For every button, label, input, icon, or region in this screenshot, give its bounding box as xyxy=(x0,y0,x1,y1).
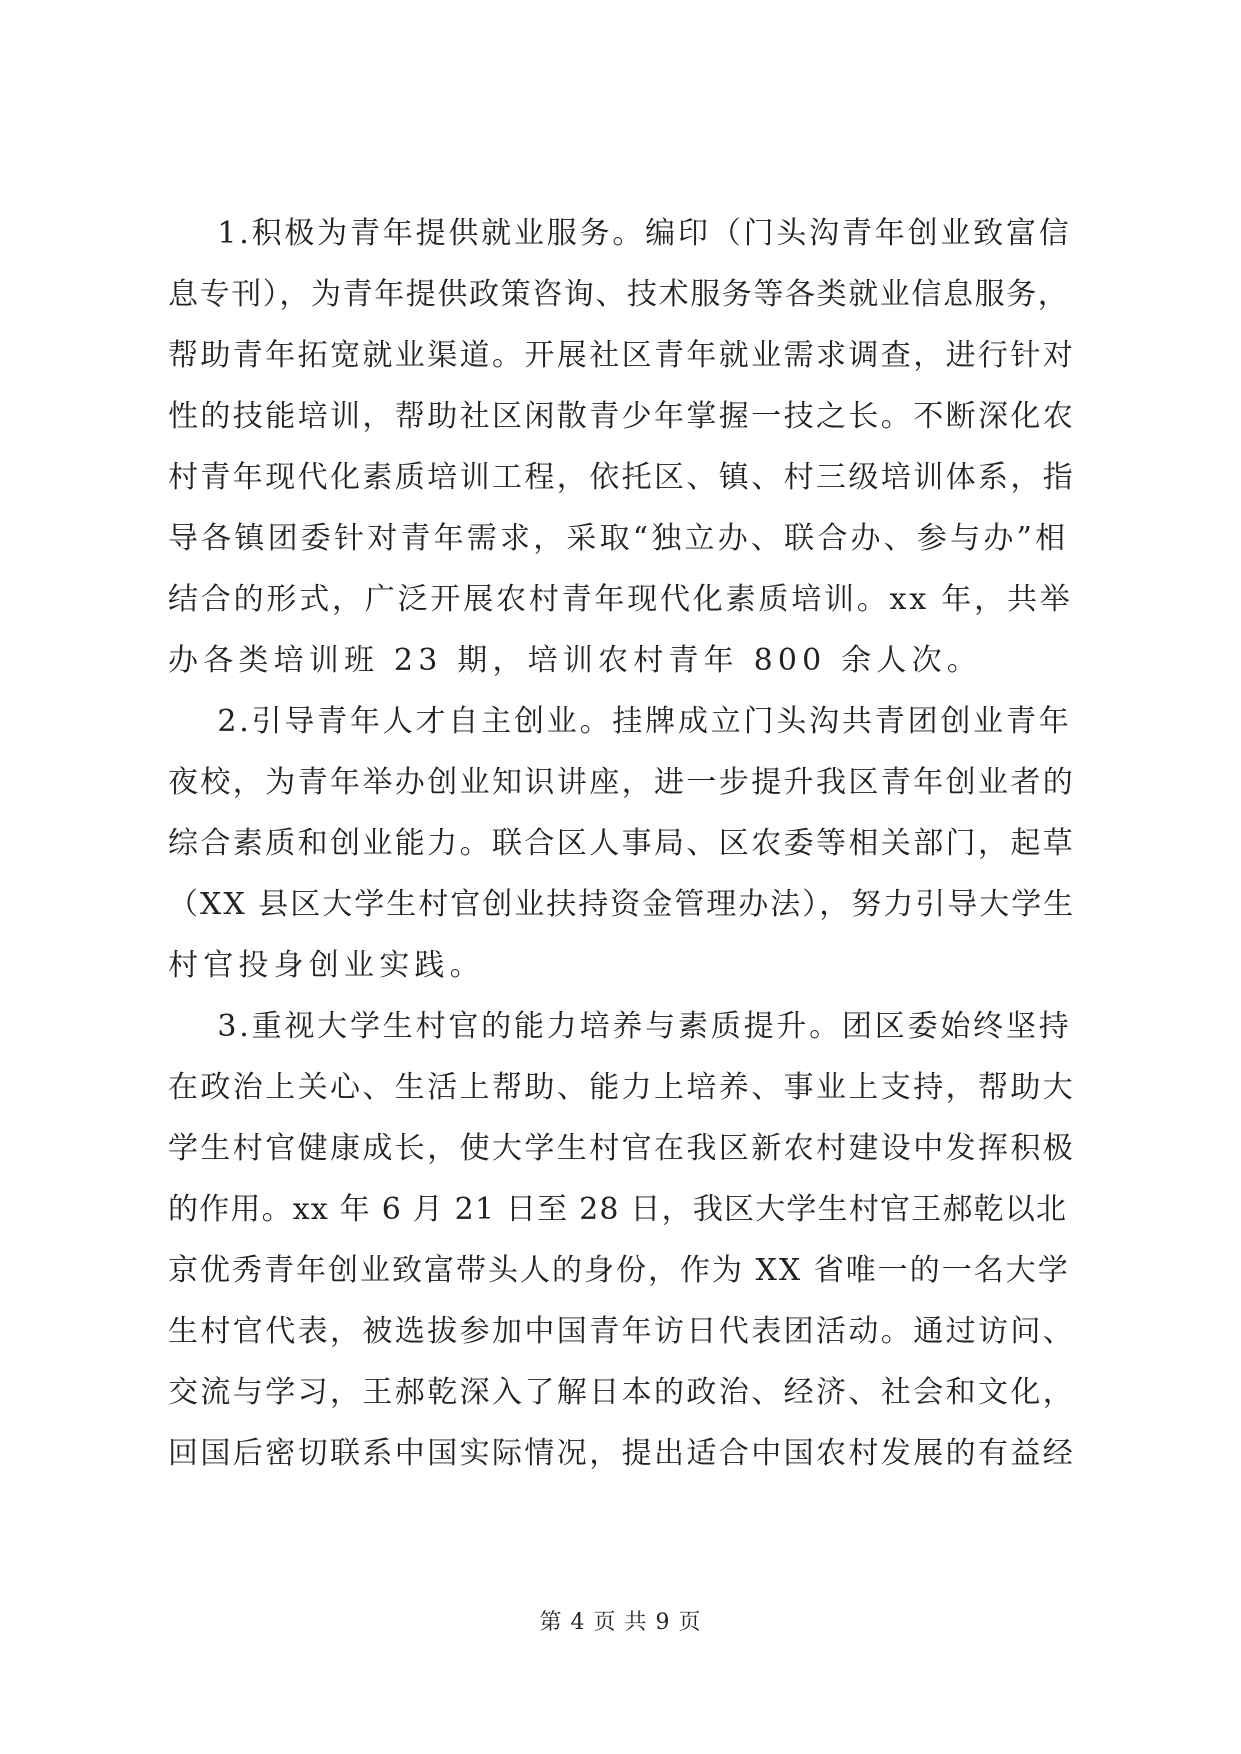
text-line: 导各镇团委针对青年需求，采取“独立办、联合办、参与办”相 xyxy=(168,521,1069,556)
text-line: （XX 县区大学生村官创业扶持资金管理办法），努力引导大学生 xyxy=(168,887,1076,922)
text-line: 2.引导青年人才自主创业。挂牌成立门头沟共青团创业青年 xyxy=(168,704,1072,739)
text-line: 结合的形式，广泛开展农村青年现代化素质培训。xx 年，共举 xyxy=(168,582,1073,617)
text-line: 交流与学习，王郝乾深入了解日本的政治、经济、社会和文化， xyxy=(168,1375,1076,1410)
text-line: 村官投身创业实践。 xyxy=(168,948,485,983)
text-line: 性的技能培训，帮助社区闲散青少年掌握一技之长。不断深化农 xyxy=(168,399,1076,434)
text-line: 在政治上关心、生活上帮助、能力上培养、事业上支持，帮助大 xyxy=(168,1070,1076,1105)
text-line: 1.积极为青年提供就业服务。编印（门头沟青年创业致富信 xyxy=(168,216,1072,251)
text-line: 京优秀青年创业致富带头人的身份，作为 XX 省唯一的一名大学 xyxy=(168,1253,1070,1288)
text-line: 帮助青年拓宽就业渠道。开展社区青年就业需求调查，进行针对 xyxy=(168,338,1076,373)
text-line: 办各类培训班 23 期，培训农村青年 800 余人次。 xyxy=(168,643,982,678)
text-line: 的作用。xx 年 6 月 21 日至 28 日，我区大学生村官王郝乾以北 xyxy=(168,1192,1068,1227)
page-body xyxy=(168,203,1078,1484)
paragraph-1 xyxy=(168,203,1078,691)
text-line: 3.重视大学生村官的能力培养与素质提升。团区委始终坚持 xyxy=(168,1009,1072,1044)
paragraph-3 xyxy=(168,996,1078,1484)
page-number-footer: 第 4 页 共 9 页 xyxy=(539,1610,702,1635)
text-line: 村青年现代化素质培训工程，依托区、镇、村三级培训体系，指 xyxy=(168,460,1076,495)
text-line: 综合素质和创业能力。联合区人事局、区农委等相关部门，起草 xyxy=(168,826,1076,861)
text-line: 夜校，为青年举办创业知识讲座，进一步提升我区青年创业者的 xyxy=(168,765,1076,800)
text-line: 回国后密切联系中国实际情况，提出适合中国农村发展的有益经 xyxy=(168,1436,1076,1471)
text-line: 息专刊），为青年提供政策咨询、技术服务等各类就业信息服务， xyxy=(168,277,1070,312)
text-line: 生村官代表，被选拔参加中国青年访日代表团活动。通过访问、 xyxy=(168,1314,1076,1349)
paragraph-2 xyxy=(168,691,1078,996)
text-line: 学生村官健康成长，使大学生村官在我区新农村建设中发挥积极 xyxy=(168,1131,1076,1166)
